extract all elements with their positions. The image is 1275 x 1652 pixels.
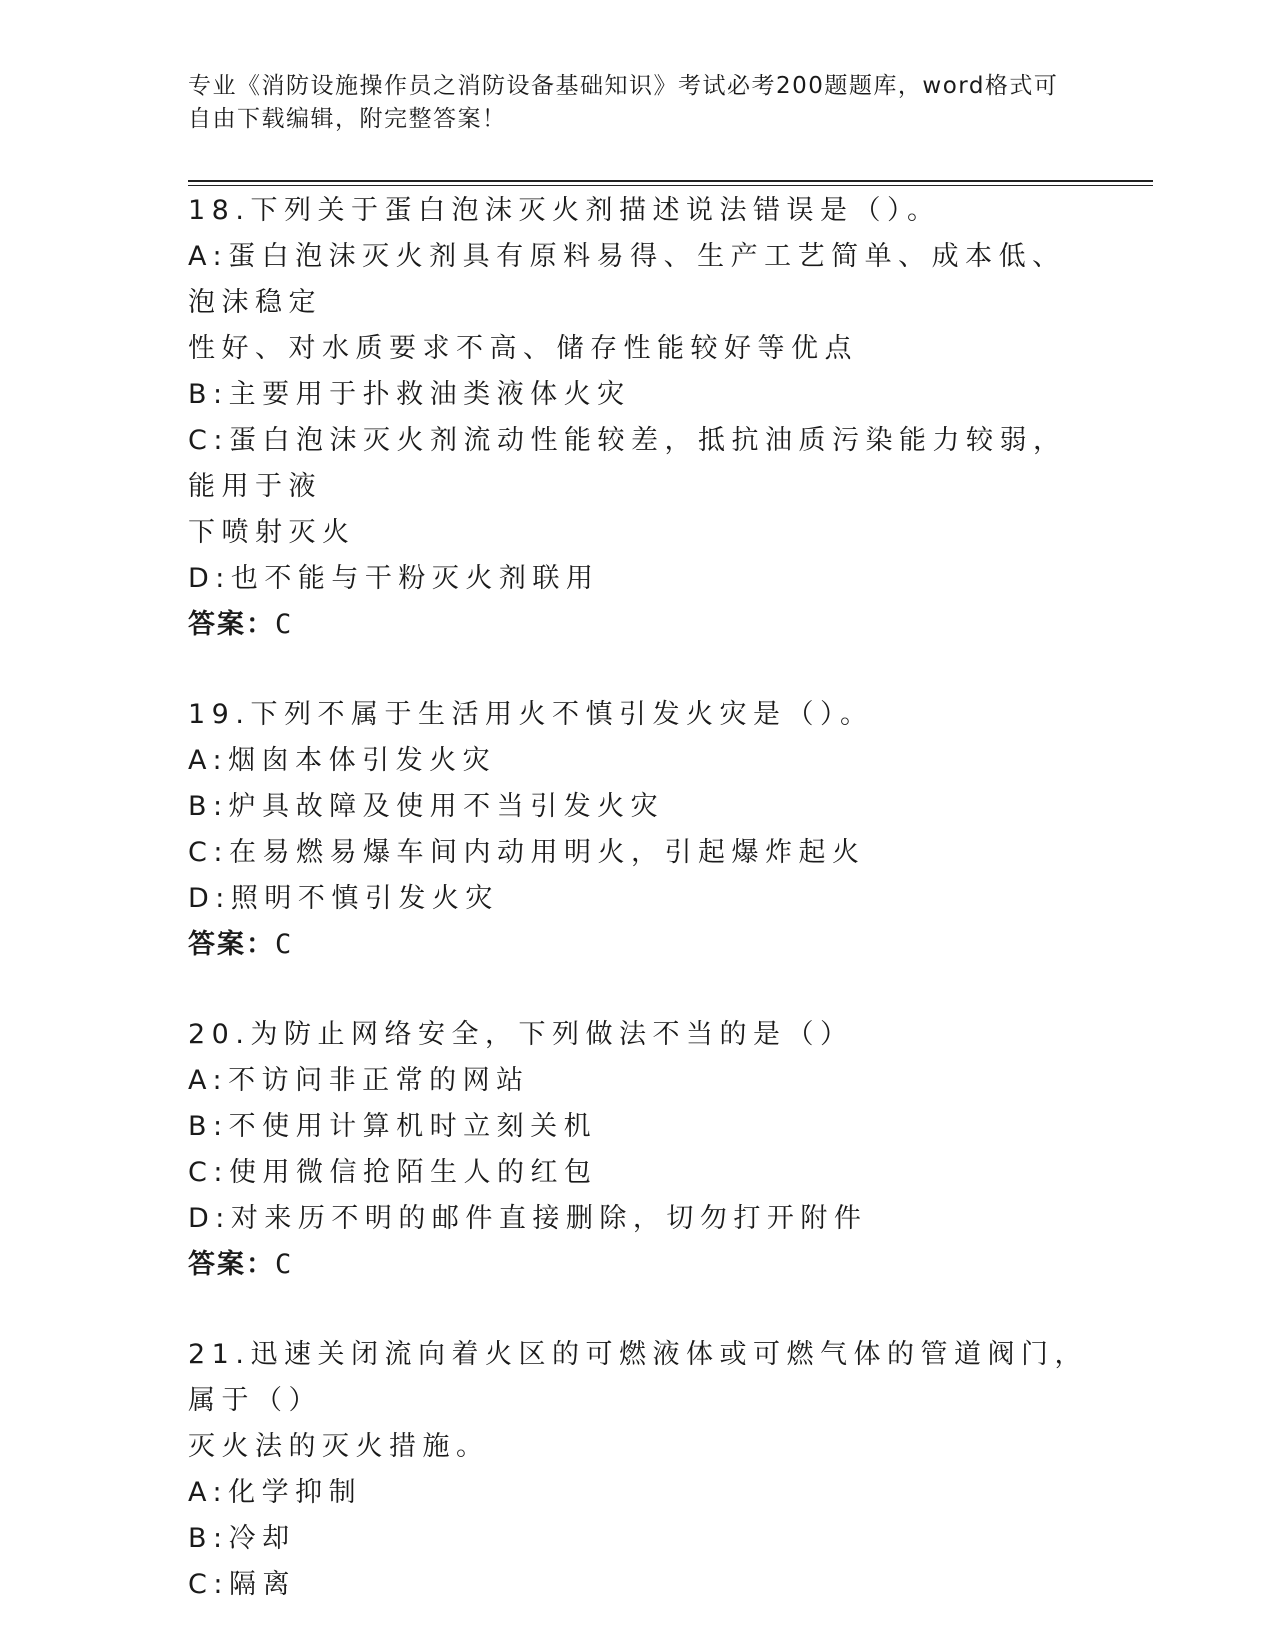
answer-label: 答案： — [188, 609, 275, 640]
question-stem-line: 20.为防止网络安全，下列做法不当的是（） — [188, 1019, 854, 1050]
question-stem-line: 19.下列不属于生活用火不慎引发火灾是（）。 — [188, 699, 874, 730]
header-line-2: 自由下载编辑，附完整答案！ — [188, 106, 507, 132]
answer-line — [188, 922, 1088, 968]
document-header — [188, 70, 1068, 136]
option-line: 下喷射灭火 — [188, 517, 356, 548]
answer-value: C — [275, 1249, 294, 1280]
option-line: A:化学抑制 — [188, 1477, 363, 1508]
question-stem-line: 18.下列关于蛋白泡沫灭火剂描述说法错误是（）。 — [188, 195, 941, 226]
answer-value: C — [275, 609, 294, 640]
option-line: B:不使用计算机时立刻关机 — [188, 1111, 598, 1142]
header-line-1: 专业《消防设施操作员之消防设备基础知识》考试必考200题题库，word格式可 — [188, 73, 1059, 99]
question-block — [188, 1332, 1088, 1608]
option-line: A:不访问非正常的网站 — [188, 1065, 530, 1096]
option-line: D:照明不慎引发火灾 — [188, 883, 499, 914]
question-block — [188, 692, 1088, 968]
option-line: A:蛋白泡沫灭火剂具有原料易得、生产工艺简单、成本低、泡沫稳定 — [188, 241, 1066, 318]
option-line: B:主要用于扑救油类液体火灾 — [188, 379, 631, 410]
option-line: D:对来历不明的邮件直接删除，切勿打开附件 — [188, 1203, 868, 1234]
question-stem-line: 灭火法的灭火措施。 — [188, 1431, 490, 1462]
question-stem-line: 21.迅速关闭流向着火区的可燃液体或可燃气体的管道阀门，属于（） — [188, 1339, 1088, 1416]
header-divider-thick — [188, 180, 1153, 182]
option-line: D:也不能与干粉灭火剂联用 — [188, 563, 600, 594]
question-block — [188, 1012, 1088, 1288]
question-list — [188, 188, 1088, 1652]
answer-line — [188, 602, 1088, 648]
option-line: B:冷却 — [188, 1523, 296, 1554]
answer-label: 答案： — [188, 1249, 275, 1280]
option-line: C:隔离 — [188, 1569, 296, 1600]
option-line: C:蛋白泡沫灭火剂流动性能较差，抵抗油质污染能力较弱，能用于液 — [188, 425, 1067, 502]
option-line: C:使用微信抢陌生人的红包 — [188, 1157, 598, 1188]
option-line: A:烟囱本体引发火灾 — [188, 745, 497, 776]
answer-label: 答案： — [188, 929, 275, 960]
option-line: C:在易燃易爆车间内动用明火，引起爆炸起火 — [188, 837, 866, 868]
header-divider-thin — [188, 185, 1153, 186]
question-block — [188, 188, 1088, 648]
option-line: B:炉具故障及使用不当引发火灾 — [188, 791, 665, 822]
answer-value: C — [275, 929, 294, 960]
answer-line — [188, 1242, 1088, 1288]
option-line: 性好、对水质要求不高、储存性能较好等优点 — [188, 333, 858, 364]
